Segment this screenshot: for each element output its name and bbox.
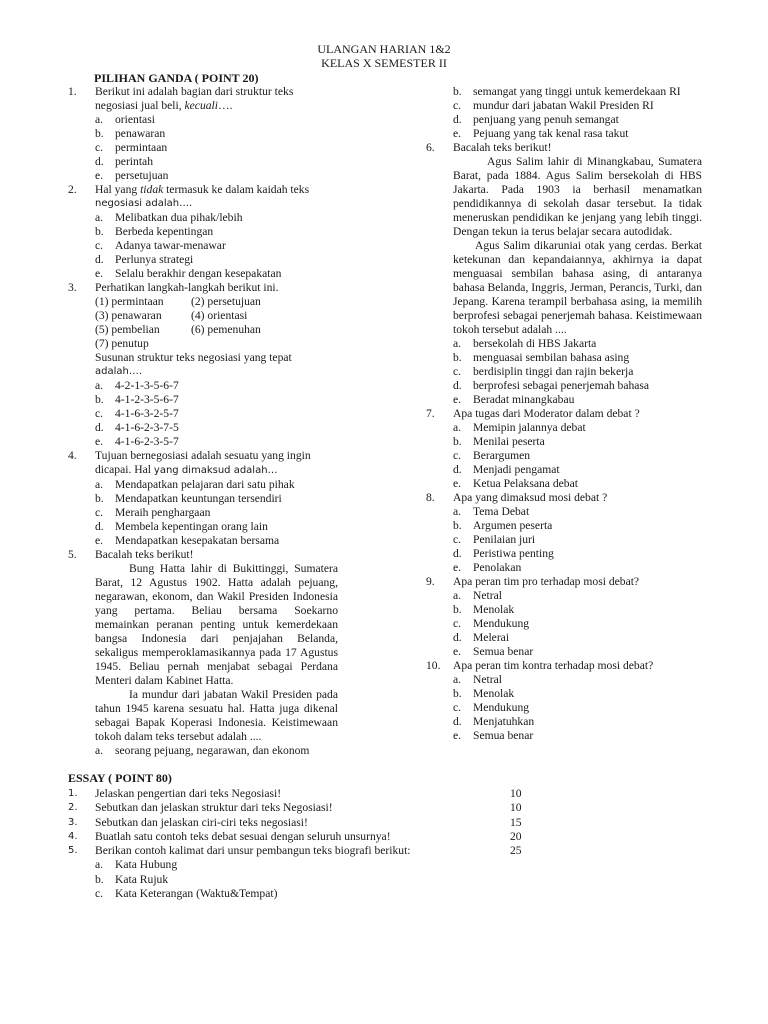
option-letter: e. — [453, 729, 462, 742]
option-text: Selalu berakhir dengan kesepakatan — [115, 267, 282, 280]
answer-option — [95, 435, 338, 449]
option-text: 4-1-6-2-3-7-5 — [115, 421, 179, 434]
step-row: (7) penutup — [95, 337, 149, 350]
essay-item: 1. Jelaskan pengertian dari teks Negosiasi! 10 — [68, 787, 522, 800]
answer-option — [453, 85, 702, 99]
question-3 — [68, 281, 338, 295]
essay-points: 10 — [510, 801, 522, 815]
answer-option — [95, 407, 338, 421]
answer-option — [95, 478, 338, 492]
option-text: Berbeda kepentingan — [115, 225, 214, 238]
essay-item: 5. Berikan contoh kalimat dari unsur pembangun teks biografi berikut: 25 — [68, 844, 522, 858]
answer-option — [95, 506, 338, 520]
answer-option — [453, 127, 702, 141]
option-letter: c. — [95, 141, 104, 154]
option-letter: b. — [95, 225, 104, 238]
q1-options — [68, 113, 338, 183]
q5-options-rest — [426, 85, 702, 141]
q3-options — [68, 379, 338, 449]
answer-option — [453, 547, 702, 561]
answer-option — [453, 673, 702, 687]
option-text: Meraih penghargaan — [115, 506, 211, 519]
answer-option — [453, 393, 702, 407]
option-letter: e. — [95, 534, 104, 547]
option-text: Netral — [473, 673, 502, 686]
option-text: bersekolah di HBS Jakarta — [473, 337, 597, 350]
question-1 — [68, 85, 338, 113]
q6-options — [426, 337, 702, 407]
question-text: Berikut ini adalah bagian dari struktur teks — [95, 85, 294, 98]
option-text: Mendukung — [473, 701, 530, 714]
option-text: Ketua Pelaksana debat — [473, 477, 578, 490]
option-letter: d. — [453, 631, 462, 644]
answer-option — [95, 225, 338, 239]
question-text: Apa tugas dari Moderator dalam debat ? — [453, 407, 640, 420]
answer-option — [453, 701, 702, 715]
answer-option — [95, 393, 338, 407]
option-text: Mendapatkan pelajaran dari satu pihak — [115, 478, 295, 491]
option-text: Semua benar — [473, 729, 534, 742]
question-number: 10. — [426, 659, 441, 672]
option-letter: e. — [453, 645, 462, 658]
essay-section — [68, 787, 548, 901]
option-text: Perlunya strategi — [115, 253, 194, 266]
option-letter: d. — [453, 379, 462, 392]
option-text: persetujuan — [115, 169, 169, 182]
option-letter: c. — [95, 407, 104, 420]
option-letter: b. — [453, 603, 462, 616]
answer-option — [453, 463, 702, 477]
answer-option — [453, 435, 702, 449]
essay-item: 3. Sebutkan dan jelaskan ciri-ciri teks negosiasi! 15 — [68, 815, 522, 829]
option-text: Melerai — [473, 631, 510, 644]
answer-option — [95, 520, 338, 534]
question-text: negosiasi adalah…. — [95, 198, 193, 209]
option-text: Mendapatkan kesepakatan bersama — [115, 534, 280, 547]
answer-option — [95, 379, 338, 393]
question-number: 2. — [68, 183, 77, 196]
exam-subtitle: KELAS X SEMESTER II — [321, 56, 447, 70]
option-letter: e. — [453, 127, 462, 140]
question-text: Hal yang tidak termasuk ke dalam kaidah teks — [95, 183, 310, 196]
option-text: Mendapatkan keuntungan tersendiri — [115, 492, 282, 505]
option-letter: b. — [453, 351, 462, 364]
answer-option — [453, 645, 702, 659]
step-row: (3) penawaran (4) orientasi — [95, 309, 248, 322]
option-letter: e. — [95, 267, 104, 280]
option-text: Penolakan — [473, 561, 522, 574]
answer-option — [453, 519, 702, 533]
answer-option — [95, 127, 338, 141]
option-text: Menjadi pengamat — [473, 463, 560, 476]
answer-option — [453, 379, 702, 393]
option-text: mundur dari jabatan Wakil Presiden RI — [473, 99, 654, 112]
exam-title: ULANGAN HARIAN 1&2 — [317, 42, 451, 56]
option-letter: c. — [453, 365, 462, 378]
question-9 — [426, 575, 702, 589]
option-text: 4-1-6-3-2-5-7 — [115, 407, 179, 420]
option-letter: a. — [453, 589, 462, 602]
option-text: berprofesi sebagai penerjemah bahasa — [473, 379, 650, 392]
option-text: Penilaian juri — [473, 533, 536, 546]
answer-option — [453, 113, 702, 127]
option-letter: b. — [95, 127, 104, 140]
reading-paragraph: Ia mundur dari jabatan Wakil Presiden pada tahun 1945 karena sesuatu hal. Hatta juga dikenal sebagai Bapak Koperasi Indonesia. Keistimewaan tokoh dalam teks tersebut adalah .... — [95, 688, 338, 743]
question-number: 9. — [426, 575, 435, 588]
option-text: Netral — [473, 589, 502, 602]
essay-subitem: a. Kata Hubung — [95, 858, 178, 872]
option-letter: c. — [95, 239, 104, 252]
answer-option — [453, 715, 702, 729]
option-letter: d. — [95, 155, 104, 168]
question-number: 5. — [68, 548, 77, 561]
answer-option — [95, 155, 338, 169]
question-4 — [68, 449, 338, 478]
option-text: penjuang yang penuh semangat — [473, 113, 619, 126]
question-6 — [426, 141, 702, 155]
option-letter: d. — [453, 463, 462, 476]
question-text: Bacalah teks berikut! — [453, 141, 552, 154]
option-text: Menjatuhkan — [473, 715, 535, 728]
answer-option — [453, 421, 702, 435]
option-letter: d. — [453, 547, 462, 560]
answer-option — [95, 141, 338, 155]
step-row: (1) permintaan (2) persetujuan — [95, 295, 261, 308]
option-letter: a. — [95, 744, 104, 757]
question-number: 8. — [426, 491, 435, 504]
option-letter: d. — [453, 715, 462, 728]
option-letter: e. — [453, 477, 462, 490]
answer-option — [453, 729, 702, 743]
option-letter: d. — [95, 520, 104, 533]
multiple-choice-heading: PILIHAN GANDA ( POINT 20) — [94, 71, 259, 85]
option-letter: d. — [95, 253, 104, 266]
option-letter: c. — [453, 533, 462, 546]
answer-option — [95, 113, 338, 127]
option-text: Melibatkan dua pihak/lebih — [115, 211, 243, 224]
option-letter: b. — [95, 393, 104, 406]
option-text: Argumen peserta — [473, 519, 553, 532]
option-text: Semua benar — [473, 645, 534, 658]
q9-options — [426, 589, 702, 659]
question-text: dicapai. Hal yang dimaksud adalah… — [95, 463, 278, 476]
answer-option — [453, 687, 702, 701]
option-letter: c. — [453, 701, 462, 714]
option-letter: c. — [95, 506, 104, 519]
answer-option — [453, 449, 702, 463]
essay-points: 10 — [510, 787, 522, 800]
option-letter: a. — [453, 673, 462, 686]
option-text: orientasi — [115, 113, 155, 126]
option-text: 4-1-6-2-3-5-7 — [115, 435, 179, 448]
answer-option — [95, 744, 338, 758]
essay-points: 25 — [510, 844, 522, 858]
answer-option — [95, 239, 338, 253]
option-text: semangat yang tinggi untuk kemerdekaan RI — [473, 85, 681, 98]
answer-option — [95, 253, 338, 267]
answer-option — [453, 351, 702, 365]
question-text: adalah…. — [95, 366, 143, 377]
question-number: 7. — [426, 407, 435, 420]
option-text: Tema Debat — [473, 505, 530, 518]
option-letter: e. — [453, 561, 462, 574]
q2-options — [68, 211, 338, 281]
question-7 — [426, 407, 702, 421]
reading-paragraph: Bung Hatta lahir di Bukittinggi, Sumatera Barat, 12 Agustus 1902. Hatta adalah pejuang, negarawan, ekonom, dan Wakil Presiden Indonesia yang pertama. Beliau bersama Soekarno memainkan peranan penting untuk kemerdekaan bangsa Indonesia dari penjajahan Belanda, sekaligus memperoklamasikannya pada 17 Agustus 1945. Beliau pernah menjabat sebagai Perdana Menteri dalam Kabinet Hatta. — [95, 562, 338, 687]
reading-paragraph: Agus Salim dikaruniai otak yang cerdas. Berkat ketekunan dan kepandaiannya, akhirnya ia dapat menguasai sembilan bahasa asing, di antaranya bahasa Belanda, Inggris, Jerman, Perancis, Turki, dan Jepang. Karena terampil berbahasa asing, ia memilih berprofesi sebagai penerjemah bahasa. Keistimewaan tokoh tersebut adalah .... — [453, 239, 702, 336]
answer-option — [453, 603, 702, 617]
option-text: menguasai sembilan bahasa asing — [473, 351, 630, 364]
option-letter: d. — [95, 421, 104, 434]
answer-option — [453, 561, 702, 575]
question-text: Bacalah teks berikut! — [95, 548, 194, 561]
q5-options-first — [68, 744, 338, 758]
answer-option — [95, 534, 338, 548]
right-column — [426, 85, 702, 743]
essay-points: 15 — [510, 815, 522, 829]
option-letter: b. — [95, 492, 104, 505]
option-letter: c. — [453, 99, 462, 112]
option-letter: a. — [95, 478, 104, 491]
option-text: seorang pejuang, negarawan, dan ekonom — [115, 744, 310, 757]
reading-paragraph: Agus Salim lahir di Minangkabau, Sumatera Barat, pada 1884. Agus Salim bersekolah di HBS Jakarta. Pada 1903 ia berhasil menamatkan pendidikannya di sekolah dasar tersebut. Ia tidak meneruskan pendidikan ke jenjang yang lebih tinggi. Dengan tekun ia terus belajar secara autodidak. — [453, 155, 702, 238]
option-text: Adanya tawar-menawar — [115, 239, 226, 252]
answer-option — [95, 211, 338, 225]
essay-points: 20 — [510, 829, 522, 843]
option-letter: d. — [453, 113, 462, 126]
option-text: 4-2-1-3-5-6-7 — [115, 379, 179, 392]
answer-option — [453, 99, 702, 113]
option-letter: a. — [453, 505, 462, 518]
option-text: Menolak — [473, 687, 515, 700]
question-2 — [68, 183, 338, 211]
option-text: Beradat minangkabau — [473, 393, 575, 406]
essay-item: 4. Buatlah satu contoh teks debat sesuai dengan seluruh unsurnya! 20 — [68, 829, 522, 843]
q7-options — [426, 421, 702, 491]
answer-option — [95, 169, 338, 183]
question-text: Perhatikan langkah-langkah berikut ini. — [95, 281, 279, 294]
option-text: Menolak — [473, 603, 515, 616]
option-text: Peristiwa penting — [473, 547, 554, 560]
answer-option — [453, 505, 702, 519]
option-text: 4-1-2-3-5-6-7 — [115, 393, 179, 406]
answer-option — [453, 533, 702, 547]
option-letter: a. — [95, 211, 104, 224]
question-text: Apa peran tim kontra terhadap mosi debat? — [453, 659, 654, 672]
answer-option — [453, 617, 702, 631]
question-text: Apa yang dimaksud mosi debat ? — [453, 491, 608, 504]
question-text: negosiasi jual beli, kecuali…. — [95, 99, 233, 112]
q10-options — [426, 673, 702, 743]
answer-option — [453, 337, 702, 351]
option-letter: a. — [95, 379, 104, 392]
q8-options — [426, 505, 702, 575]
question-5 — [68, 548, 338, 562]
option-text: berdisiplin tinggi dan rajin bekerja — [473, 365, 634, 378]
option-letter: b. — [453, 435, 462, 448]
q4-options — [68, 478, 338, 548]
option-text: Mendukung — [473, 617, 530, 630]
option-text: permintaan — [115, 141, 168, 154]
answer-option — [453, 477, 702, 491]
step-row: (5) pembelian (6) pemenuhan — [95, 323, 261, 336]
option-text: Membela kepentingan orang lain — [115, 520, 268, 533]
question-10 — [426, 659, 702, 673]
question-number: 6. — [426, 141, 435, 154]
option-text: Pejuang yang tak kenal rasa takut — [473, 127, 629, 140]
option-letter: b. — [453, 85, 462, 98]
option-text: perintah — [115, 155, 153, 168]
option-text: Memipin jalannya debat — [473, 421, 586, 434]
answer-option — [95, 492, 338, 506]
option-letter: b. — [453, 687, 462, 700]
answer-option — [95, 267, 338, 281]
question-number: 1. — [68, 85, 77, 98]
option-letter: a. — [453, 337, 462, 350]
option-letter: c. — [453, 617, 462, 630]
answer-option — [453, 631, 702, 645]
option-letter: b. — [453, 519, 462, 532]
question-text: Tujuan bernegosiasi adalah sesuatu yang ingin — [95, 449, 311, 462]
essay-subitem: c. Kata Keterangan (Waktu&Tempat) — [95, 887, 278, 901]
question-number: 4. — [68, 449, 77, 462]
essay-heading: ESSAY ( POINT 80) — [68, 771, 172, 785]
question-text: Susunan struktur teks negosiasi yang tepat — [95, 351, 292, 364]
option-letter: a. — [95, 113, 104, 126]
question-8 — [426, 491, 702, 505]
option-text: penawaran — [115, 127, 166, 140]
answer-option — [453, 365, 702, 379]
essay-subitem: b. Kata Rujuk — [95, 872, 169, 886]
left-column — [68, 85, 338, 758]
option-text: Menilai peserta — [473, 435, 545, 448]
option-letter: a. — [453, 421, 462, 434]
option-letter: c. — [453, 449, 462, 462]
answer-option — [95, 421, 338, 435]
question-text: Apa peran tim pro terhadap mosi debat? — [453, 575, 640, 588]
question-number: 3. — [68, 281, 77, 294]
option-letter: e. — [95, 435, 104, 448]
option-letter: e. — [453, 393, 462, 406]
essay-item: 2. Sebutkan dan jelaskan struktur dari teks Negosiasi! 10 — [68, 801, 522, 815]
option-text: Berargumen — [473, 449, 531, 462]
answer-option — [453, 589, 702, 603]
option-letter: e. — [95, 169, 104, 182]
